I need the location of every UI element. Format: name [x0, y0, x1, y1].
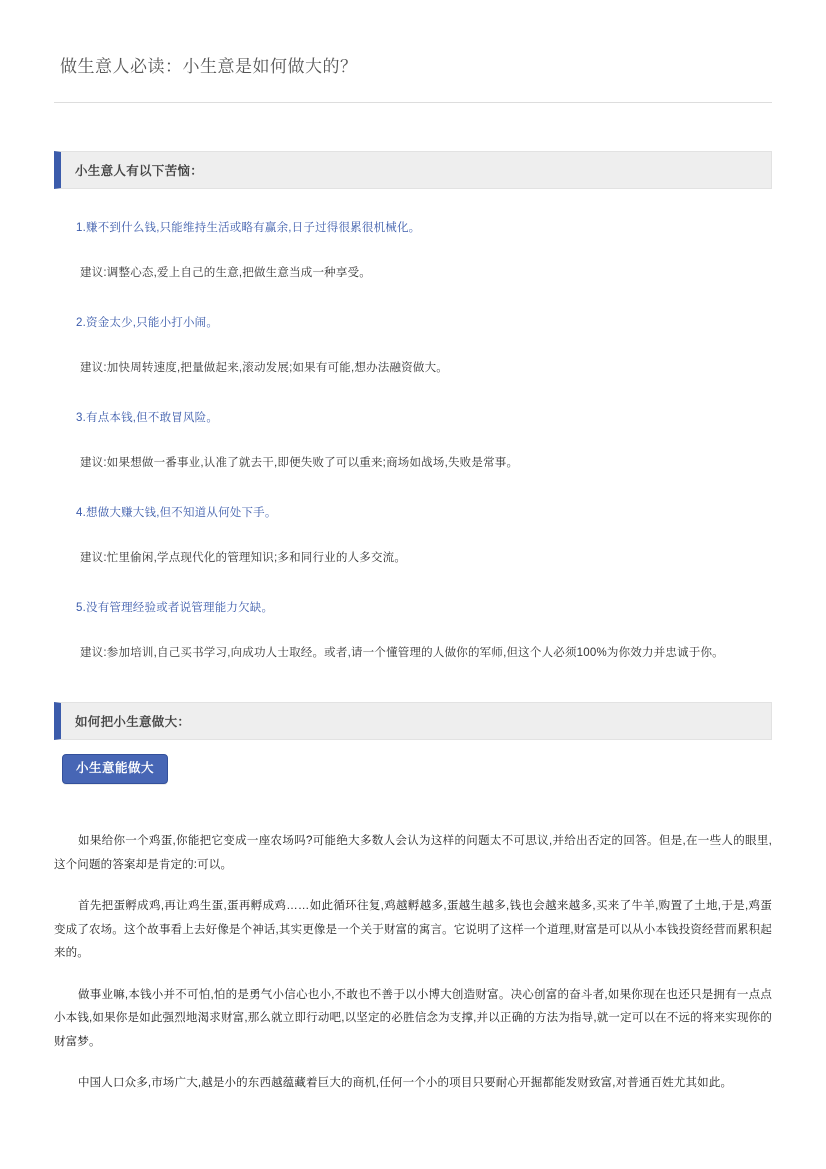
article-paragraph: 首先把蛋孵成鸡,再让鸡生蛋,蛋再孵成鸡……如此循环往复,鸡越孵越多,蛋越生越多,钱也会越来越多,买来了牛羊,购置了土地,于是,鸡蛋变成了农场。这个故事看上去好像是个神话,其实更像是一个关于财富的寓言。它说明了这样一个道理,财富是可以从小本钱投资经营而累积起来的。: [54, 900, 772, 960]
list-item-answer: 建议:调整心态,爱上自己的生意,把做生意当成一种享受。: [80, 267, 371, 280]
troubles-list: [54, 219, 772, 664]
list-item-answer: 建议:忙里偷闲,学点现代化的管理知识;多和同行业的人多交流。: [80, 552, 407, 565]
tag-row: [54, 740, 772, 784]
section-header-troubles: [54, 151, 772, 189]
list-item-question: 1.赚不到什么钱,只能维持生活或略有赢余,日子过得很累很机械化。: [76, 221, 421, 234]
article-paragraph: 中国人口众多,市场广大,越是小的东西越蕴藏着巨大的商机,任何一个小的项目只要耐心开掘都能发财致富,对普通百姓尤其如此。: [78, 1077, 733, 1090]
list-item-answer: 建议:加快周转速度,把量做起来,滚动发展;如果有可能,想办法融资做大。: [80, 362, 448, 375]
title-divider: [54, 102, 772, 103]
list-item-question: 2.资金太少,只能小打小闹。: [76, 316, 219, 329]
list-item-question: 3.有点本钱,但不敢冒风险。: [76, 411, 219, 424]
section-header-how-to-grow: [54, 702, 772, 740]
list-item-answer: 建议:如果想做一番事业,认准了就去干,即便失败了可以重来;商场如战场,失败是常事。: [80, 457, 519, 470]
tag-badge-small-business[interactable]: 小生意能做大: [62, 754, 168, 784]
article-body: [54, 830, 772, 1096]
page-title: 做生意人必读：小生意是如何做大的？: [60, 57, 358, 76]
list-item-question: 4.想做大赚大钱,但不知道从何处下手。: [76, 506, 277, 519]
section-header-how-to-grow-label: 如何把小生意做大：: [75, 714, 191, 729]
article-paragraph: 如果给你一个鸡蛋,你能把它变成一座农场吗?可能绝大多数人会认为这样的问题太不可思议,并给出否定的回答。但是,在一些人的眼里,这个问题的答案却是肯定的:可以。: [54, 834, 772, 871]
list-item-question: 5.没有管理经验或者说管理能力欠缺。: [76, 601, 274, 614]
section-header-troubles-label: 小生意人有以下苦恼：: [75, 163, 204, 178]
list-item-answer: 建议:参加培训,自己买书学习,向成功人士取经。或者,请一个懂管理的人做你的军师,但这个人必须100%为你效力并忠诚于你。: [80, 647, 724, 660]
article-paragraph: 做事业嘛,本钱小并不可怕,怕的是勇气小信心也小,不敢也不善于以小博大创造财富。决心创富的奋斗者,如果你现在也还只是拥有一点点小本钱,如果你是如此强烈地渴求财富,那么就立即行动吧,以坚定的必胜信念为支撑,并以正确的方法为指导,就一定可以在不远的将来实现你的财富梦。: [54, 988, 772, 1048]
